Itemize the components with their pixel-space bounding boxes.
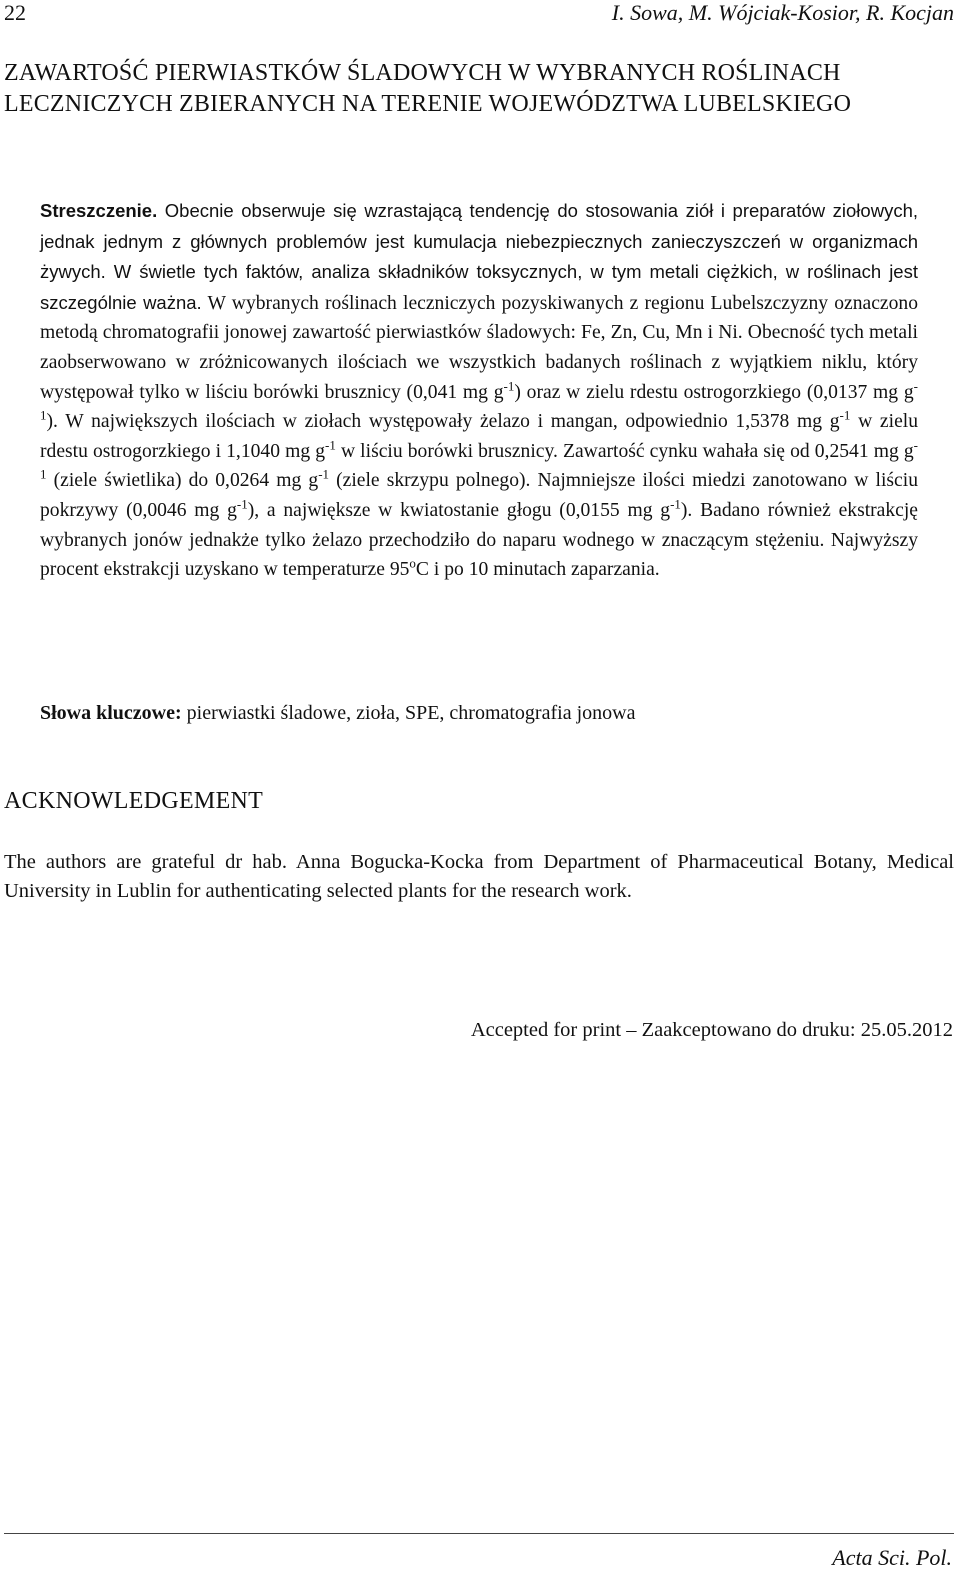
unit-exponent: -1 <box>236 496 248 512</box>
unit-exponent: -1 <box>503 378 515 394</box>
abstract-text-8: (ziele skrzypu polnego). Najmniejsze ilości miedzi zanotowano w liściu pokrzywy (0,0046 mg g <box>40 470 918 521</box>
abstract-text-1: Obecnie obserwuje się wzrastającą tendencję do stosowania ziół i preparatów ziołowych, jednak jednym z głównych problemów jest kumulacja niebezpiecznych zanieczyszczeń w organizmach żywych. W świetle tych faktów, analiza składników toksycznych, w tym metali ciężkich, w roślinach jest szczególnie ważna. <box>40 200 918 313</box>
abstract-text-10: ). Badano również ekstrakcję wybranych jonów jednakże tylko żelazo przechodziło do naparu wodnego w znaczącym stężeniu. Najwyższy procent ekstrakcji uzyskano w temperaturze 95 <box>40 499 918 581</box>
abstract-text-2: W wybranych roślinach leczniczych pozyskiwanych z regionu Lubelszczyzny oznaczono metodą chromatografii jonowej zawartość pierwiastków śladowych: Fe, Zn, Cu, Mn i Ni. Obecność tych metali zaobserwowano w zróżnicowanych ilościach we wszystkich badanych roślinach z wyjątkiem niklu, który występował tylko w liściu borówki brusznicy (0,041 mg g <box>40 292 918 403</box>
unit-exponent: -1 <box>40 437 918 482</box>
keywords-label: Słowa kluczowe: <box>40 702 182 724</box>
abstract-text-7: (ziele świetlika) do 0,0264 mg g <box>46 470 319 492</box>
degree-symbol: o <box>409 555 416 571</box>
page-number: 22 <box>4 0 26 25</box>
footer-divider <box>4 1533 954 1534</box>
unit-exponent: -1 <box>670 496 681 512</box>
abstract-text-5: w zielu rdestu ostrogorzkiego i 1,1040 mg g <box>40 411 919 462</box>
abstract-text-6: w liściu borówki brusznicy. Zawartość cynku wahała się od 0,2541 mg g <box>335 440 914 462</box>
keywords-text: pierwiastki śladowe, zioła, SPE, chromatografia jonowa <box>181 702 636 724</box>
acknowledgement-text: The authors are grateful dr hab. Anna Bogucka-Kocka from Department of Pharmaceutical Botany, Medical University in Lublin for authenticating selected plants for the research work. <box>4 851 954 902</box>
unit-exponent: -1 <box>325 437 336 453</box>
abstract-text-4: ). W największych ilościach w ziołach występowały żelazo i mangan, odpowiednio 1,5378 mg g <box>46 411 840 433</box>
unit-exponent: -1 <box>40 378 918 423</box>
unit-exponent: -1 <box>318 466 330 482</box>
unit-exponent: -1 <box>839 407 851 423</box>
page-header <box>4 0 954 28</box>
footer-journal-name: Acta Sci. Pol. <box>832 1545 952 1570</box>
running-head-authors: I. Sowa, M. Wójciak-Kosior, R. Kocjan <box>611 0 954 25</box>
abstract-text-3: ) oraz w zielu rdestu ostrogorzkiego (0,0137 mg g <box>514 381 914 403</box>
keywords-line <box>40 698 918 728</box>
abstract-paragraph <box>40 196 918 585</box>
article-title: ZAWARTOŚĆ PIERWIASTKÓW ŚLADOWYCH W WYBRANYCH ROŚLINACH LECZNICZYCH ZBIERANYCH NA TERENIE WOJEWÓDZTWA LUBELSKIEGO <box>4 60 852 117</box>
abstract-text-9: ), a największe w kwiatostanie głogu (0,0155 mg g <box>247 499 671 521</box>
acknowledgement-heading: ACKNOWLEDGEMENT <box>4 788 264 814</box>
abstract-label: Streszczenie. <box>40 200 158 221</box>
abstract-text-11: C i po 10 minutach zaparzania. <box>415 559 660 581</box>
accepted-for-print-note: Accepted for print – Zaakceptowano do druku: 25.05.2012 <box>470 1019 953 1041</box>
